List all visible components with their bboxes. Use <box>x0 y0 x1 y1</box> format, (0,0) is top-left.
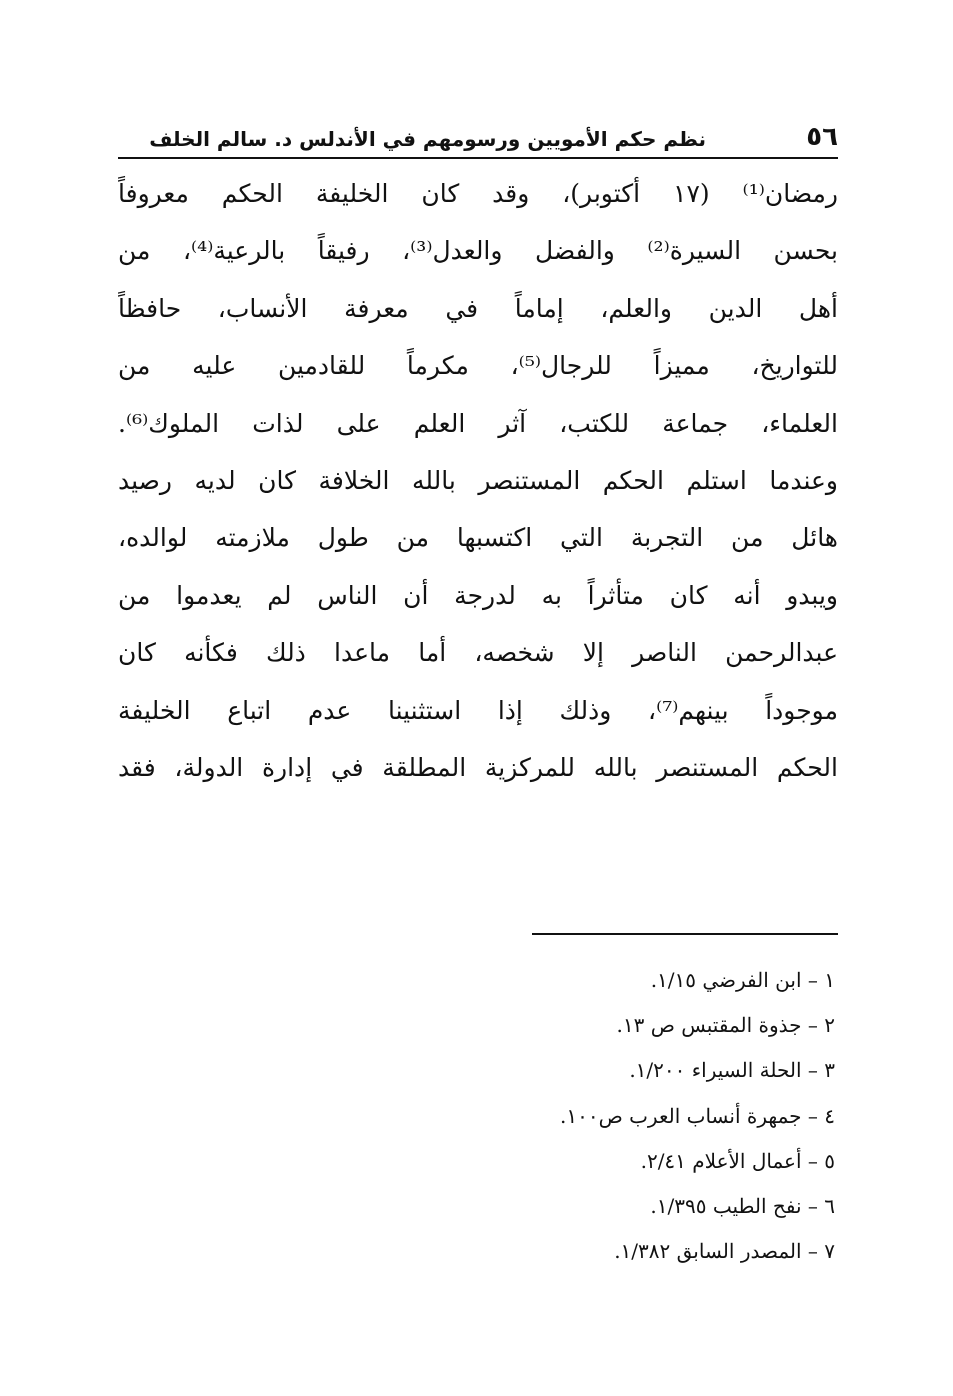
footnote-1: ١ – ابن الفرضي ١/١٥. <box>650 968 835 992</box>
text-line: العلماء، جماعة للكتب، آثر العلم على لذات الملوك⁽⁶⁾. <box>118 408 838 438</box>
header-rule <box>118 157 838 159</box>
text-line: الحكم المستنصر بالله للمركزية المطلقة في إدارة الدولة، فقد <box>118 752 838 782</box>
text-line: رمضان⁽¹⁾ (١٧ أكتوبر)، وقد كان الخليفة الحكم معروفاً <box>118 179 838 208</box>
text-line: موجوداً بينهم⁽⁷⁾، وذلك إذا استثنينا عدم اتباع الخليفة <box>118 695 838 725</box>
text-line: للتواريخ، مميزاً للرجال⁽⁵⁾، مكرماً للقادمين عليه من <box>118 351 838 381</box>
footnote-4: ٤ – جمهرة أنساب العرب ص١٠٠. <box>559 1103 835 1128</box>
text-line: أهل الدين والعلم، إماماً في معرفة الأنساب، حافظاً <box>118 293 838 323</box>
footnotes <box>475 958 835 1274</box>
text-line: وعندما استلم الحكم المستنصر بالله الخلافة كان لديه رصيد <box>118 465 838 495</box>
page-number: ٥٦ <box>806 122 838 152</box>
running-title: نظم حكم الأمويين ورسومهم في الأندلس د. سالم الخلف <box>149 127 706 151</box>
text-line: ويبدو أنه كان متأثراً به لدرجة أن الناس لم يعدموا من <box>118 580 838 610</box>
footnote-separator <box>532 933 838 935</box>
text-line: عبدالرحمن الناصر إلا شخصه، أما ماعدا ذلك فكأنه كان <box>118 638 838 668</box>
footnote-2: ٢ – جذوة المقتبس ص ١٣. <box>616 1013 835 1038</box>
footnote-7: ٧ – المصدر السابق ١/٣٨٢. <box>614 1239 835 1264</box>
text-line: هائل من التجربة التي اكتسبها من طول ملازمته لوالده، <box>118 523 838 553</box>
body-text <box>118 165 838 796</box>
text-line: بحسن السيرة⁽²⁾ والفضل والعدل⁽³⁾، رفيقاً بالرعية⁽⁴⁾، من <box>118 236 838 266</box>
footnote-5: ٥ – أعمال الأعلام ٢/٤١. <box>640 1148 835 1173</box>
page-header <box>118 122 838 156</box>
footnote-3: ٣ – الحلة السيراء ١/٢٠٠. <box>629 1058 835 1083</box>
footnote-6: ٦ – نفح الطيب ١/٣٩٥. <box>650 1193 835 1218</box>
